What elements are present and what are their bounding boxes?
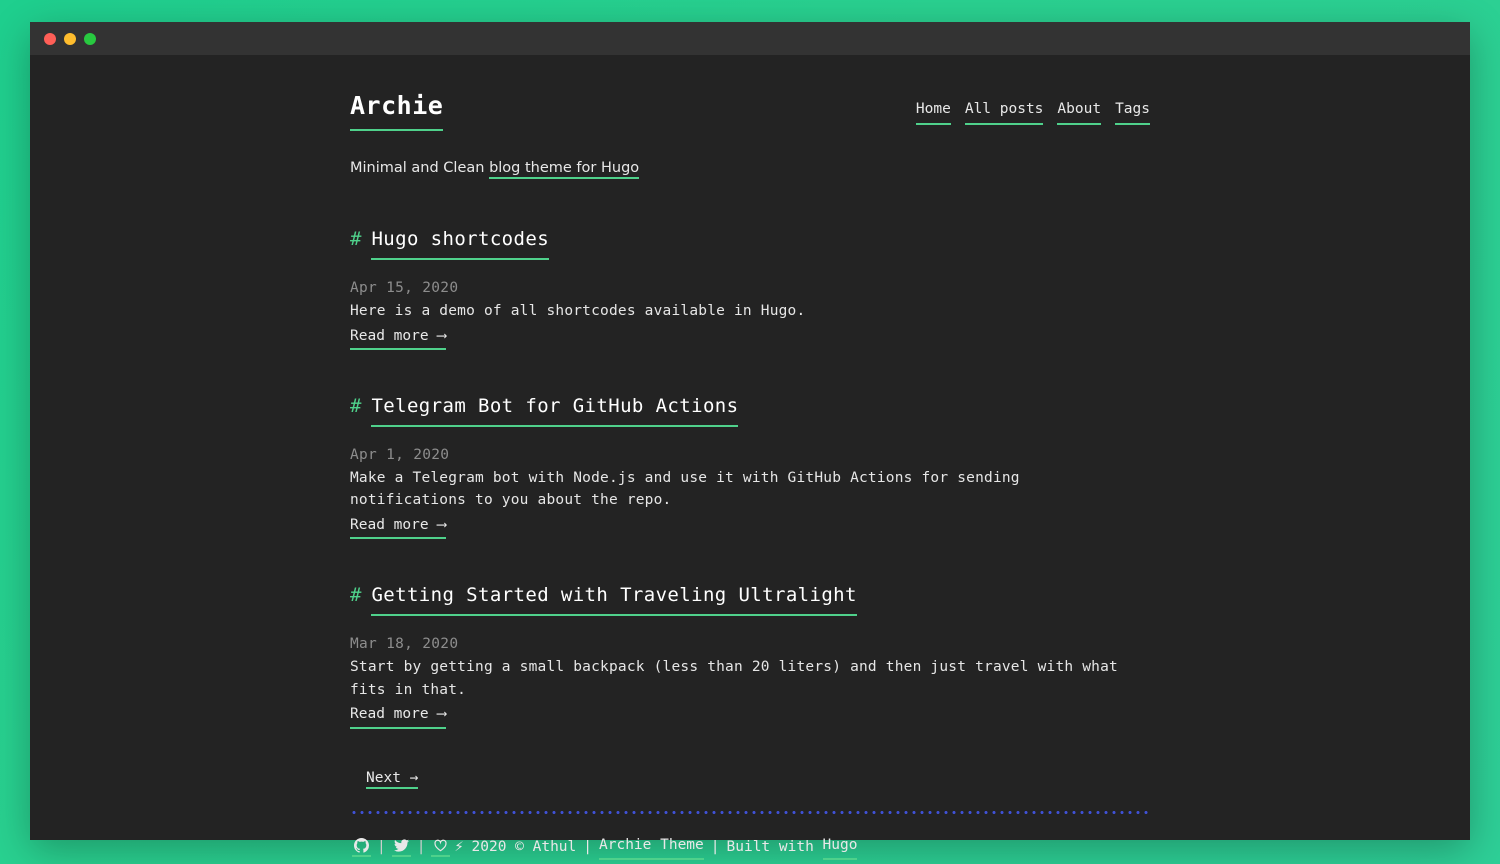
twitter-icon[interactable] — [392, 836, 411, 857]
tagline-text: Minimal and Clean — [350, 159, 490, 176]
footer-pipe: | — [583, 838, 592, 855]
post-heading — [350, 581, 1150, 615]
window-titlebar — [30, 22, 1470, 55]
close-window-button[interactable] — [44, 33, 56, 45]
social-links — [350, 836, 452, 858]
post-summary: Make a Telegram bot with Node.js and use it with GitHub Actions for sending notifications to you about the repo. — [350, 469, 1020, 509]
site-footer — [350, 834, 1150, 859]
tagline-link[interactable]: blog theme for Hugo — [489, 160, 639, 179]
nav-item-home[interactable]: Home — [916, 98, 951, 124]
page-viewport — [30, 55, 1470, 856]
site-tagline — [350, 157, 1150, 179]
nav-item-about[interactable]: About — [1057, 98, 1101, 124]
post-item — [350, 225, 1150, 350]
post-title-link[interactable]: Telegram Bot for GitHub Actions — [371, 392, 738, 426]
hash-icon: # — [350, 228, 362, 251]
post-summary: Start by getting a small backpack (less than 20 liters) and then just travel with what fits in that. — [350, 659, 1118, 698]
next-page-link[interactable]: Next → — [366, 770, 418, 789]
generator-link[interactable]: Hugo — [823, 834, 858, 859]
theme-link[interactable]: Archie Theme — [599, 834, 704, 859]
read-more-link[interactable]: Read more ⟶ — [350, 514, 446, 539]
post-list — [350, 225, 1150, 728]
zoom-window-button[interactable] — [84, 33, 96, 45]
hash-icon: # — [350, 395, 362, 418]
footer-divider — [350, 811, 1150, 814]
site-title-link[interactable]: Archie — [350, 87, 443, 131]
minimize-window-button[interactable] — [64, 33, 76, 45]
browser-window — [30, 22, 1470, 856]
post-summary: Here is a demo of all shortcodes available in Hugo. — [350, 303, 806, 320]
github-icon[interactable] — [352, 836, 371, 857]
heart-icon[interactable] — [431, 836, 450, 857]
post-date: Mar 18, 2020 — [350, 635, 459, 652]
page-content — [350, 55, 1150, 860]
post-title-link[interactable]: Getting Started with Traveling Ultralight — [371, 581, 856, 615]
post-heading — [350, 392, 1150, 426]
footer-pipe: | — [710, 838, 720, 855]
post-item — [350, 581, 1150, 728]
read-more-link[interactable]: Read more ⟶ — [350, 703, 446, 728]
read-more-link[interactable]: Read more ⟶ — [350, 325, 446, 350]
copyright-text: 2020 © Athul — [471, 838, 577, 855]
post-item — [350, 392, 1150, 539]
nav-item-tags[interactable]: Tags — [1115, 98, 1150, 124]
hash-icon: # — [350, 584, 362, 607]
social-separator: | — [377, 838, 386, 855]
pagination — [350, 767, 1150, 789]
nav-item-all-posts[interactable]: All posts — [965, 98, 1044, 124]
post-date: Apr 1, 2020 — [350, 446, 450, 463]
post-title-link[interactable]: Hugo shortcodes — [371, 225, 549, 259]
social-separator: | — [416, 838, 426, 855]
site-header — [350, 55, 1150, 131]
built-with-text: Built with — [726, 838, 814, 855]
post-date: Apr 15, 2020 — [350, 279, 459, 296]
main-nav — [916, 98, 1150, 130]
post-heading — [350, 225, 1150, 259]
bolt-icon: ⚡ — [454, 837, 464, 856]
